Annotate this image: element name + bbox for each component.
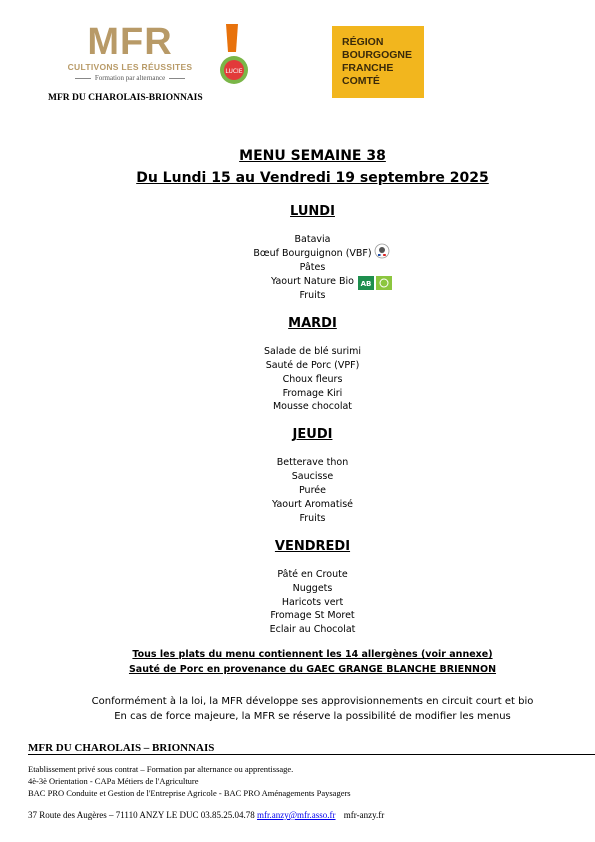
menu-dates: Du Lundi 15 au Vendredi 19 septembre 2025 bbox=[136, 170, 489, 186]
menu-item: Fromage Kiri bbox=[282, 388, 343, 399]
menu-item: Fruits bbox=[299, 290, 326, 301]
menu-item: Yaourt Nature Bio bbox=[270, 276, 354, 287]
mfr-logo-subtitle: Formation par alternance bbox=[60, 74, 200, 82]
menu-item: Betterave thon bbox=[276, 457, 349, 468]
day-heading-mardi: MARDI bbox=[288, 316, 337, 331]
menu-item: Haricots vert bbox=[281, 597, 344, 608]
svg-text:AB: AB bbox=[360, 280, 372, 288]
lucie-label-text: LUCIE bbox=[225, 68, 243, 75]
lucie-label-logo bbox=[214, 22, 254, 86]
menu-item: Choux fleurs bbox=[282, 374, 343, 385]
region-line-3: FRANCHE bbox=[342, 62, 394, 74]
menu-item: Saucisse bbox=[291, 471, 334, 482]
french-beef-label-icon bbox=[374, 243, 390, 259]
menu-item: Bœuf Bourguignon (VBF) bbox=[253, 248, 372, 259]
menu-item: Nuggets bbox=[292, 583, 333, 594]
menu-item: Salade de blé surimi bbox=[263, 346, 362, 357]
footer-email-link[interactable]: mfr.anzy@mfr.asso.fr bbox=[256, 810, 336, 820]
provenance-note: Sauté de Porc en provenance du GAEC GRANGE BLANCHE BRIENNON bbox=[128, 664, 497, 675]
menu-item: Pâtes bbox=[299, 262, 326, 273]
day-heading-lundi: LUNDI bbox=[290, 204, 335, 219]
organic-label-icon bbox=[358, 275, 392, 289]
menu-item: Purée bbox=[299, 485, 326, 496]
footer-bac-programs: BAC PRO Conduite et Gestion de l'Entreprise Agricole - BAC PRO Aménagements Paysagers bbox=[28, 788, 351, 798]
menu-item: Pâté en Croute bbox=[277, 569, 348, 580]
footer-address: 37 Route des Augères – 71110 ANZY LE DUC 03.85.25.04.78 bbox=[28, 810, 255, 820]
footer-divider bbox=[28, 754, 595, 755]
legal-note-changes: En cas de force majeure, la MFR se réserve la possibilité de modifier les menus bbox=[114, 711, 511, 722]
menu-item: Batavia bbox=[294, 234, 331, 245]
menu-item: Mousse chocolat bbox=[272, 401, 353, 412]
menu-item: Fromage St Moret bbox=[270, 610, 355, 621]
menu-item: Yaourt Aromatisé bbox=[271, 499, 354, 510]
region-line-1: RÉGION bbox=[342, 36, 384, 48]
mfr-logo bbox=[60, 22, 200, 92]
region-line-4: COMTÉ bbox=[342, 75, 380, 87]
allergens-note: Tous les plats du menu contiennent les 14 allergènes (voir annexe) bbox=[132, 649, 493, 660]
mfr-logo-letters: MFR bbox=[87, 21, 173, 63]
region-line-2: BOURGOGNE bbox=[342, 49, 413, 61]
footer-org-name: MFR DU CHAROLAIS – BRIONNAIS bbox=[28, 742, 215, 754]
footer-website: mfr-anzy.fr bbox=[343, 810, 385, 820]
org-name: MFR DU CHAROLAIS-BRIONNAIS bbox=[48, 93, 203, 103]
footer-contact bbox=[28, 810, 384, 820]
mfr-logo-tagline: CULTIVONS LES RÉUSSITES bbox=[67, 62, 193, 72]
menu-title: MENU SEMAINE 38 bbox=[239, 148, 386, 164]
footer-programs: 4è-3è Orientation - CAPa Métiers de l'Agriculture bbox=[28, 776, 199, 786]
day-heading-jeudi: JEUDI bbox=[292, 427, 333, 442]
menu-item: Sauté de Porc (VPF) bbox=[265, 360, 360, 371]
legal-note-supply: Conformément à la loi, la MFR développe ses approvisionnements en circuit court et bio bbox=[91, 696, 534, 707]
menu-item: Eclair au Chocolat bbox=[269, 624, 356, 635]
menu-item: Fruits bbox=[299, 513, 326, 524]
region-bfc-logo bbox=[332, 26, 424, 98]
day-heading-vendredi: VENDREDI bbox=[274, 539, 351, 554]
footer-status: Etablissement privé sous contrat – Formation par alternance ou apprentissage. bbox=[28, 764, 294, 774]
